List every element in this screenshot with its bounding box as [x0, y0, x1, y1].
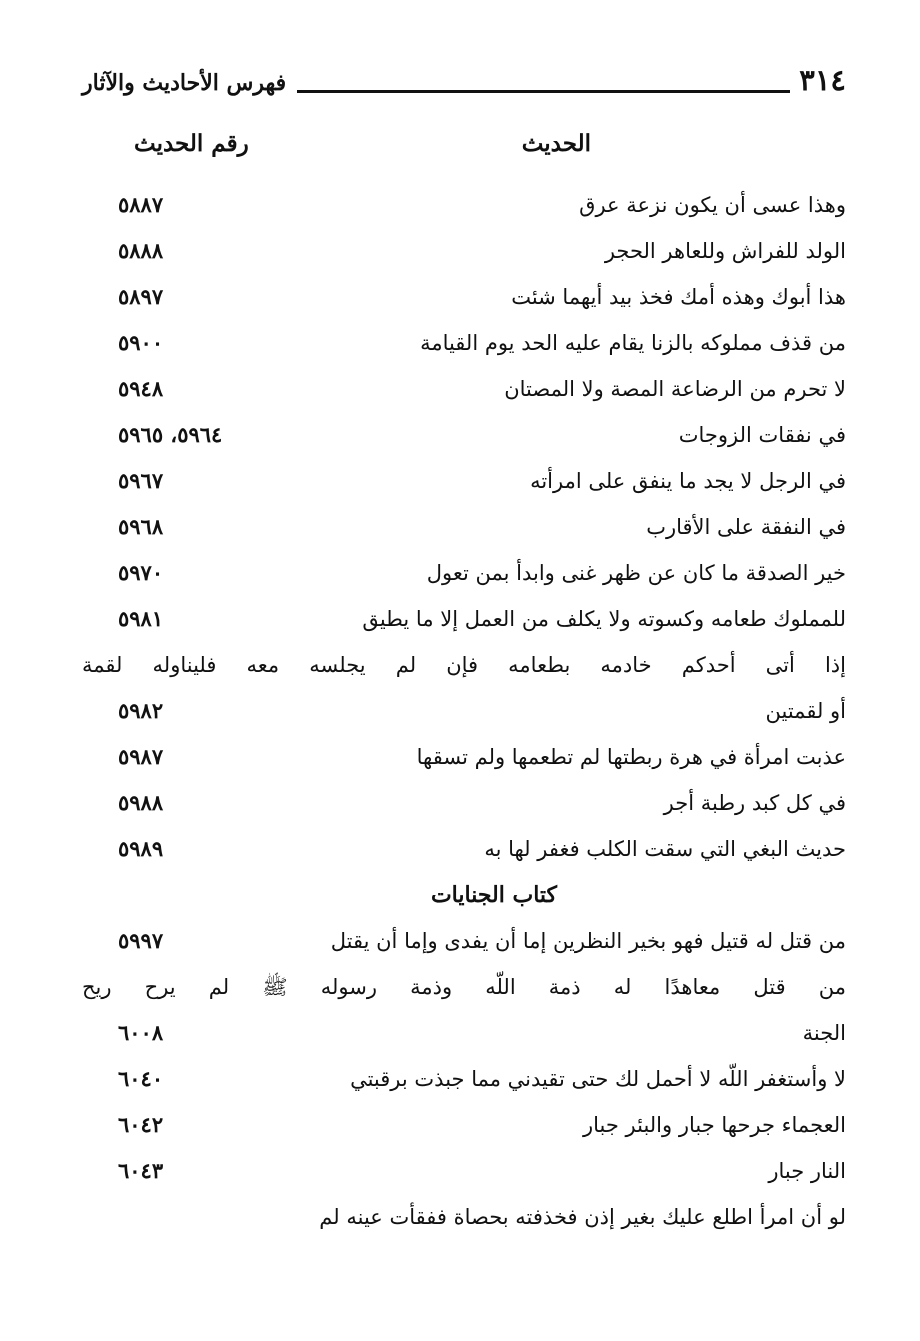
- header-rule: [297, 90, 790, 93]
- hadith-text: في كل كبد رطبة أجر: [663, 791, 846, 815]
- hadith-text: لو أن امرأ اطلع عليك بغير إذن فخذفته بحصاة ففقأت عينه لم: [319, 1205, 846, 1229]
- index-entry: [82, 550, 846, 596]
- index-entry: [82, 504, 846, 550]
- column-headings: [82, 130, 846, 170]
- hadith-number: ٦٠٤٣: [118, 1158, 164, 1183]
- hadith-number: ٥٩٠٠: [118, 330, 164, 355]
- index-entry: [82, 182, 846, 228]
- hadith-text: النار جبار: [768, 1159, 846, 1183]
- index-entry: [82, 228, 846, 274]
- hadith-number: ٥٩٨١: [118, 606, 164, 631]
- hadith-text: في الرجل لا يجد ما ينفق على امرأته: [530, 469, 846, 493]
- hadith-number: ٥٨٩٧: [118, 284, 164, 309]
- index-entry: [82, 596, 846, 642]
- hadith-text: الجنة: [802, 1021, 846, 1045]
- hadith-number: ٦٠٤٢: [118, 1112, 164, 1137]
- hadith-number: ٥٩٧٠: [118, 560, 164, 585]
- hadith-number: ٦٠٤٠: [118, 1066, 164, 1091]
- hadith-text: العجماء جرحها جبار والبئر جبار: [582, 1113, 846, 1137]
- section-title: كتاب الجنايات: [430, 882, 558, 908]
- index-entry: [82, 918, 846, 964]
- hadith-index-list: [82, 182, 846, 1240]
- index-entry: [82, 366, 846, 412]
- hadith-number: ٥٩٦٨: [118, 514, 164, 539]
- index-entry: [82, 1194, 846, 1240]
- index-entry: [82, 964, 846, 1010]
- hadith-text: من قذف مملوكه بالزنا يقام عليه الحد يوم القيامة: [420, 331, 846, 355]
- hadith-number: ٥٨٨٨: [118, 238, 164, 263]
- running-header: [82, 62, 846, 102]
- index-entry: [82, 1010, 846, 1056]
- hadith-text: للمملوك طعامه وكسوته ولا يكلف من العمل إلا ما يطيق: [362, 607, 846, 631]
- hadith-number: ٥٩٨٨: [118, 790, 164, 815]
- index-entry: [82, 458, 846, 504]
- hadith-text: لا تحرم من الرضاعة المصة ولا المصتان: [504, 377, 846, 401]
- hadith-column-heading: الحديث: [521, 130, 591, 157]
- hadith-text: وهذا عسى أن يكون نزعة عرق: [579, 193, 846, 217]
- index-entry: [82, 274, 846, 320]
- index-entry: [82, 412, 846, 458]
- hadith-number: ٥٩٦٧: [118, 468, 164, 493]
- hadith-text: لا وأستغفر اللّه لا أحمل لك حتى تقيدني مما جبذت برقبتي: [350, 1067, 846, 1091]
- index-entry: [82, 1148, 846, 1194]
- hadith-number: ٥٩٨٢: [118, 698, 164, 723]
- page-number: ٣١٤: [799, 63, 846, 97]
- hadith-text: في نفقات الزوجات: [678, 423, 846, 447]
- hadith-text: إذا أتى أحدكم خادمه بطعامه فإن لم يجلسه معه فليناوله لقمة: [82, 653, 846, 677]
- index-entry: [82, 642, 846, 688]
- index-entry: [82, 320, 846, 366]
- running-header-title: فهرس الأحاديث والآثار: [82, 70, 287, 96]
- hadith-number: ٥٨٨٧: [118, 192, 164, 217]
- hadith-text: عذبت امرأة في هرة ربطتها لم تطعمها ولم تسقها: [416, 745, 846, 769]
- index-entry: [82, 1056, 846, 1102]
- hadith-text: حديث البغي التي سقت الكلب فغفر لها به: [484, 837, 846, 861]
- hadith-number: ٥٩٦٤، ٥٩٦٥: [118, 422, 223, 447]
- section-heading: [82, 872, 846, 918]
- hadith-text: أو لقمتين: [765, 699, 846, 723]
- hadith-text: من قتل له قتيل فهو بخير النظرين إما أن يفدى وإما أن يقتل: [330, 929, 846, 953]
- hadith-text: خير الصدقة ما كان عن ظهر غنى وابدأ بمن تعول: [426, 561, 846, 585]
- index-entry: [82, 780, 846, 826]
- hadith-text: في النفقة على الأقارب: [646, 515, 846, 539]
- index-entry: [82, 734, 846, 780]
- hadith-text: الولد للفراش وللعاهر الحجر: [604, 239, 846, 263]
- hadith-number: ٥٩٩٧: [118, 928, 164, 953]
- index-entry: [82, 688, 846, 734]
- hadith-number: ٥٩٤٨: [118, 376, 164, 401]
- hadith-number: ٥٩٨٩: [118, 836, 164, 861]
- hadith-text: هذا أبوك وهذه أمك فخذ بيد أيهما شئت: [511, 285, 846, 309]
- index-entry: [82, 1102, 846, 1148]
- hadith-number: ٥٩٨٧: [118, 744, 164, 769]
- number-column-heading: رقم الحديث: [134, 130, 249, 157]
- index-entry: [82, 826, 846, 872]
- hadith-text: من قتل معاهدًا له ذمة اللّه وذمة رسوله ﷺ لم يرح ريح: [82, 975, 846, 999]
- hadith-number: ٦٠٠٨: [118, 1020, 164, 1045]
